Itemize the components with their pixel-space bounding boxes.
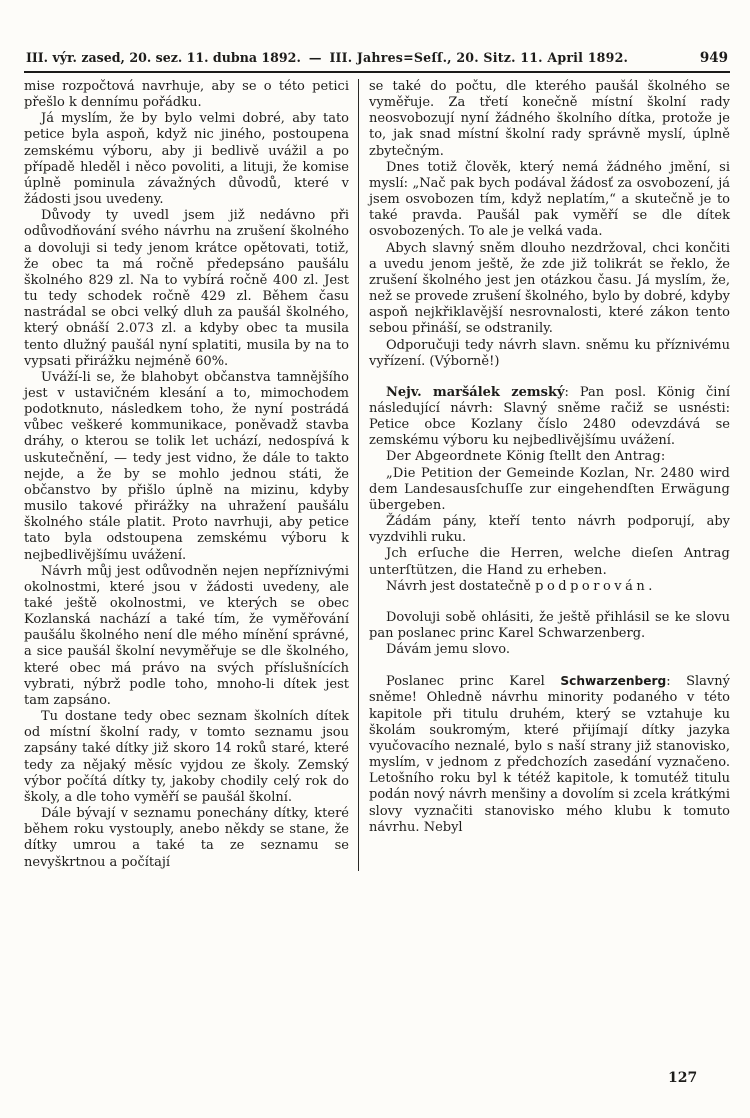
text-run: Tu dostane tedy obec seznam školních dítek od místní školní rady, v tomto seznamu jsou zapsány také dítky již skoro 14 roků staré, které tedy za nějaký měsíc vyjdou ze školy. Zemský výbor počítá dítky ty, jakoby chodily celý rok do školy, a dle toho vyměří se paušál školní. xyxy=(24,709,349,805)
text-run: Odporučuji tedy návrh slavn. sněmu ku příznivému vyřízení. (Výborně!) xyxy=(369,337,730,369)
text-run: Dovoluji sobě ohlásiti, že ještě přihlásil se ke slovu pan poslanec princ Karel Schwarzenberg. xyxy=(369,609,730,641)
text-run: se také do počtu, dle kterého paušál školného se vyměřuje. Za třetí konečně místní školní rady neosvobozují nyní žádného školního dítka, protože je to, jak snad místní školní rady správně myslí, úplně zbytečným. xyxy=(369,79,730,159)
paragraph xyxy=(24,806,349,871)
text-run: mise rozpočtová navrhuje, aby se o této petici přešlo k dennímu pořádku. xyxy=(24,79,349,111)
text-run: Nejv. maršálek zemský xyxy=(386,384,565,400)
paragraph xyxy=(369,514,730,546)
paragraph xyxy=(369,160,730,241)
sheet-number: 127 xyxy=(668,1070,698,1086)
page-header xyxy=(24,50,730,73)
paragraph xyxy=(24,564,349,709)
text-run: . xyxy=(648,578,653,594)
paragraph xyxy=(369,642,730,658)
text-run: Uváží-li se, že blahobyt občanstva tamnějšího jest v ustavičném klesání a to, mimochodem podotknuto, následkem toho, že nyní postrádá vůbec veškeré kommunikace, poněvadž stavba dráhy, o kterou se tolik let uchází, nedospívá k uskutečnění, — tedy jest vidno, že dále to takto nejde, a že by se mohlo jednou státi, že občanstvo by přišlo úplně na mizinu, kdyby musilo takové přirážky na uhražení paušálu školného stále platit. Proto navrhuji, aby petice tato byla odstoupena zemskému výboru k nejbedlivějšímu uvážení. xyxy=(24,369,349,563)
paragraph xyxy=(24,111,349,208)
text-run: : Pan posl. König činí následující návrh: Slavný sněme račiž se usnésti: Petice obce Kozlany číslo 2480 odevzdává se zemskému výboru ku nejbedlivějšímu uvážení. xyxy=(369,384,730,449)
text-run: podporován xyxy=(535,578,649,594)
paragraph xyxy=(369,546,730,578)
text-columns xyxy=(24,79,730,871)
header-czech-session: III. výr. zased, 20. sez. 11. dubna 1892. xyxy=(26,50,301,65)
header-german-session: III. Jahres=Seſſ., 20. Sitz. 11. April 1892. xyxy=(329,50,629,65)
text-run: Schwarzenberg xyxy=(560,674,667,689)
german-fraktur-text: Jch erſuche die Herren, welche dieſen Antrag unterſtützen, die Hand zu erheben. xyxy=(369,546,730,578)
text-run: Žádám pány, kteří tento návrh podporují, aby vyzdvihli ruku. xyxy=(369,514,730,546)
left-column xyxy=(24,79,358,871)
paragraph xyxy=(369,466,730,514)
right-column xyxy=(358,79,730,871)
text-run: Abych slavný sněm dlouho nezdržoval, chci končiti a uvedu jenom ještě, že zde již tolikrát se řeklo, že zrušení školného jest jen otázkou času. Já myslím, že, než se provede zrušení školného, bylo by dobré, kdyby aspoň nejkřiklavější nesrovnalosti, které zákon tento sebou přináší, se odstranily. xyxy=(369,240,730,337)
header-separator: — xyxy=(308,50,322,65)
paragraph xyxy=(369,241,730,338)
header-page-number: 949 xyxy=(699,50,728,66)
text-run: Dnes totiž člověk, který nemá žádného jmění, si myslí: „Nač pak bych podával žádosť za osvobození, já jsem osvobozen tím, když neplatím,“ a skutečně je to také pravda. Paušál pak vyměří se dle dítek osvobozených. To ale je velká vada. xyxy=(369,159,730,240)
paragraph xyxy=(24,208,349,370)
text-run: Dávám jemu slovo. xyxy=(386,642,511,658)
german-fraktur-text: Der Abgeordnete König ſtellt den Antrag: xyxy=(386,449,666,465)
paragraph xyxy=(369,79,730,160)
paragraph xyxy=(24,370,349,564)
text-run: Návrh můj jest odůvodněn nejen nepříznivými okolnostmi, které jsou v žádosti uvedeny, ale také ještě okolnostmi, ve kterých se obec Kozlanská nachází a také tím, že vyměřování paušálu školného není dle mého mínění správné, a sice paušál školní nevyměřuje se dle školného, které obec má právo na svých příslušnících vybrati, nýbrž podle toho, mnoho-li dítek jest tam zapsáno. xyxy=(24,563,349,708)
paragraph xyxy=(369,610,730,642)
text-run: Návrh jest dostatečně xyxy=(386,578,536,594)
text-run: Dále bývají v seznamu ponechány dítky, které během roku vystouply, anebo někdy se stane, že dítky umrou a také ta ze seznamu se nevyškrtnou a počítají xyxy=(24,806,349,870)
paragraph xyxy=(24,79,349,111)
paragraph xyxy=(369,579,730,595)
german-fraktur-text: „Die Petition der Gemeinde Kozlan, Nr. 2480 wird dem Landesausſchuſſe zur eingehendſten Erwägung übergeben. xyxy=(369,465,730,513)
paragraph xyxy=(369,449,730,465)
text-run: Já myslím, že by bylo velmi dobré, aby tato petice byla aspoň, když nic jiného, postoupena zemskému výboru, aby ji bedlivě uvážil a po případě hleděl i něco povoliti, a lituji, že komise úplně pominula závažných důvodů, které v žádosti jsou uvedeny. xyxy=(24,111,349,208)
text-run: Důvody ty uvedl jsem již nedávno při odůvodňování svého návrhu na zrušení školného a dovoluji si tedy jenom krátce opětovati, totiž, že obec ta má ročně předepsáno paušálu školného 829 zl. Na to vybírá ročně 400 zl. Jest tu tedy schodek ročně 429 zl. Během času nastrádal se obci velký dluh za paušál školného, který obnáší 2.073 zl. a kdyby obec ta musila tento dlužný paušál nyní splatiti, musila by na to vypsati přirážku nejméně 60%. xyxy=(24,208,349,369)
text-run: : Slavný sněme! Ohledně návrhu minority podaného v této kapitole při titulu druhém, který se vztahuje ku školám soukromým, které přijímají dítky jazyka vyučovacího neznalé, bylo s naší strany již stanovisko, myslím, v jednom z předchozích zasedání vyznačeno. Letošního roku byl k tétéž kapitole, k tomutéž titulu podán nový návrh menšiny a dovolím si zcela krátkými slovy vyznačiti stanovisko mého klubu k tomuto návrhu. Nebyl xyxy=(369,674,730,835)
paragraph xyxy=(369,338,730,370)
paragraph xyxy=(24,709,349,806)
text-run: Poslanec princ Karel xyxy=(386,674,561,690)
paragraph xyxy=(369,673,730,836)
paragraph xyxy=(369,385,730,450)
